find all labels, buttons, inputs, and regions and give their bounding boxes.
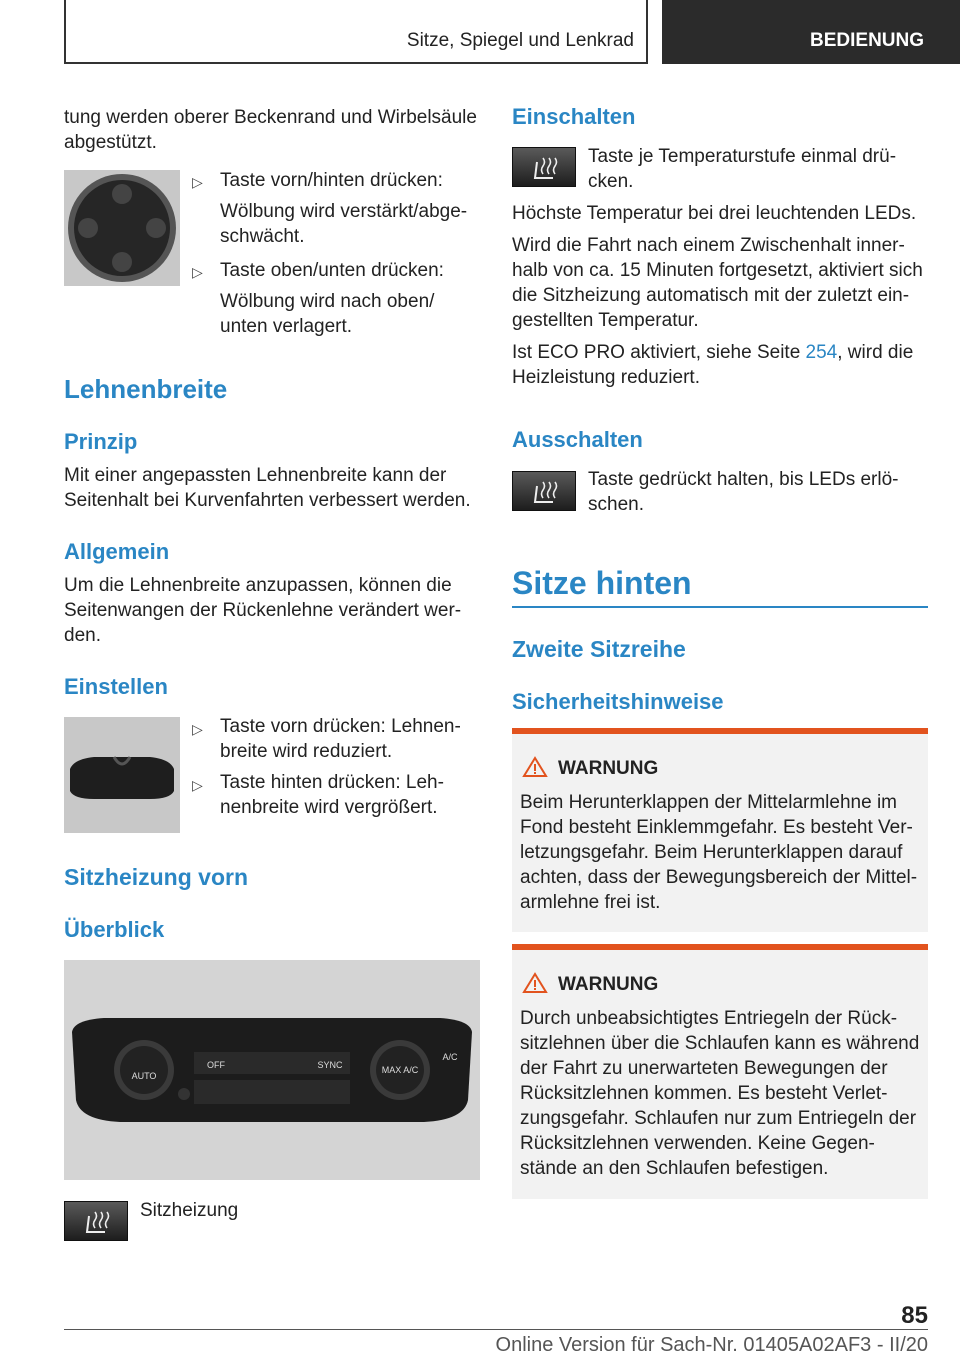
- header-section-box: [64, 0, 648, 64]
- bullet-icon: ▷: [192, 777, 203, 793]
- header-section-title: Sitze, Spiegel und Lenkrad: [406, 30, 634, 51]
- intro-text: tung werden oberer Beckenrand und Wirbelsäule abgestützt.: [64, 107, 477, 153]
- width-button-image: [64, 717, 180, 833]
- page-link-254[interactable]: 254: [805, 342, 838, 363]
- warning-text: Beim Herunterklappen der Mittelarmlehne im Fond besteht Einklemmgefahr. Es besteht Ver- letzungsgefahr. Beim Herunterklappen darauf achten, dass der Bewegungsbereich der Mittel- armlehne frei ist.: [520, 792, 918, 913]
- lumbar-item-1-label: Taste vorn/hinten drücken:: [220, 170, 443, 191]
- lumbar-button-icon: [64, 170, 180, 286]
- lumbar-item-2-label: Taste oben/unten drücken:: [220, 260, 444, 281]
- einschalten-button-text: Taste je Temperaturstufe einmal drü- cken.: [588, 146, 897, 192]
- warning-triangle-icon: [522, 756, 548, 778]
- heading-sitze-hinten: Sitze hinten: [512, 565, 692, 601]
- seat-heating-on-button-image: [512, 147, 576, 187]
- warning-box-1: [512, 728, 928, 932]
- heading-allgemein: Allgemein: [64, 539, 170, 564]
- heading-zweite-sitzreihe: Zweite Sitzreihe: [512, 636, 686, 662]
- seat-heating-icon: [513, 472, 577, 512]
- panel-label-auto: AUTO: [131, 1071, 157, 1081]
- bullet-icon: ▷: [192, 174, 203, 190]
- eco-pro-text-before: Ist ECO PRO aktiviert, siehe Seite: [512, 342, 806, 363]
- seat-heating-off-button-image: [512, 471, 576, 511]
- heading-sitzheizung-vorn: Sitzheizung vorn: [64, 864, 248, 890]
- climate-panel-photo: [64, 960, 480, 1180]
- footer-rule: [64, 1329, 928, 1330]
- heading-einschalten: Einschalten: [512, 104, 636, 129]
- panel-label-max-ac: MAX A/C: [381, 1065, 419, 1075]
- seat-heating-button-image: [64, 1201, 128, 1241]
- warning-title: WARNUNG: [558, 758, 659, 779]
- warning-triangle-icon: [522, 972, 548, 994]
- einstellen-item-2: Taste hinten drücken: Leh- nenbreite wird vergrößert.: [220, 772, 444, 818]
- heading-rule: [512, 606, 928, 608]
- ausschalten-button-text: Taste gedrückt halten, bis LEDs erlö- schen.: [588, 469, 899, 515]
- header-chapter-tab: [662, 0, 960, 64]
- allgemein-text: Um die Lehnenbreite anzupassen, können die Seitenwangen der Rückenlehne verändert wer- den.: [64, 575, 462, 646]
- lumbar-item-1-detail: Wölbung wird verstärkt/abge- schwächt.: [220, 201, 468, 247]
- warning-box-2: [512, 944, 928, 1199]
- panel-label-sync: SYNC: [317, 1060, 343, 1070]
- panel-label-ac: A/C: [442, 1052, 458, 1062]
- einschalten-text-2: Wird die Fahrt nach einem Zwischenhalt inner- halb von ca. 15 Minuten fortgesetzt, aktiviert sich die Sitzheizung automatisch mit der zuletzt ein- gestellten Temperatur.: [512, 235, 923, 331]
- heading-ueberblick: Überblick: [64, 917, 165, 942]
- climate-panel-icon: [64, 960, 480, 1180]
- page-number: 85: [901, 1302, 928, 1329]
- panel-label-off: OFF: [207, 1060, 225, 1070]
- heading-lehnenbreite: Lehnenbreite: [64, 374, 228, 404]
- warning-title: WARNUNG: [558, 974, 659, 995]
- einschalten-text-1: Höchste Temperatur bei drei leuchtenden LEDs.: [512, 203, 917, 224]
- heading-prinzip: Prinzip: [64, 429, 138, 454]
- prinzip-text: Mit einer angepassten Lehnenbreite kann der Seitenhalt bei Kurvenfahrten verbessert werden.: [64, 465, 471, 511]
- lumbar-item-2-detail: Wölbung wird nach oben/ unten verlagert.: [220, 291, 435, 337]
- seat-heating-icon: [513, 148, 577, 188]
- footer-version: Online Version für Sach-Nr. 01405A02AF3 - II/20: [495, 1334, 928, 1356]
- backrest-width-button-icon: [64, 717, 180, 833]
- seat-heating-icon: [65, 1202, 129, 1242]
- warning-text: Durch unbeabsichtigtes Entriegeln der Rück- sitzlehnen über die Schlaufen kann es während der Fahrt zu unerwarteten Bewegungen der Rücksitzlehnen kommen. Es besteht Verlet- zungsgefahr. Schlaufen nur zum Entriegeln der Rücksitzlehnen verwenden. Keine Gegen- stände an den Schlaufen befestigen.: [520, 1008, 920, 1179]
- heading-ausschalten: Ausschalten: [512, 427, 643, 452]
- header-chapter-label: BEDIENUNG: [810, 30, 925, 51]
- einstellen-item-1: Taste vorn drücken: Lehnen- breite wird reduziert.: [220, 716, 461, 762]
- lumbar-button-image: [64, 170, 180, 286]
- heading-sicherheitshinweise: Sicherheitshinweise: [512, 689, 724, 714]
- sitzheizung-caption: Sitzheizung: [140, 1200, 239, 1221]
- heading-einstellen: Einstellen: [64, 674, 168, 699]
- bullet-icon: ▷: [192, 264, 203, 280]
- bullet-icon: ▷: [192, 721, 203, 737]
- eco-pro-text-after: , wird die Heizleistung reduziert.: [512, 342, 914, 388]
- eco-pro-text: [512, 340, 932, 390]
